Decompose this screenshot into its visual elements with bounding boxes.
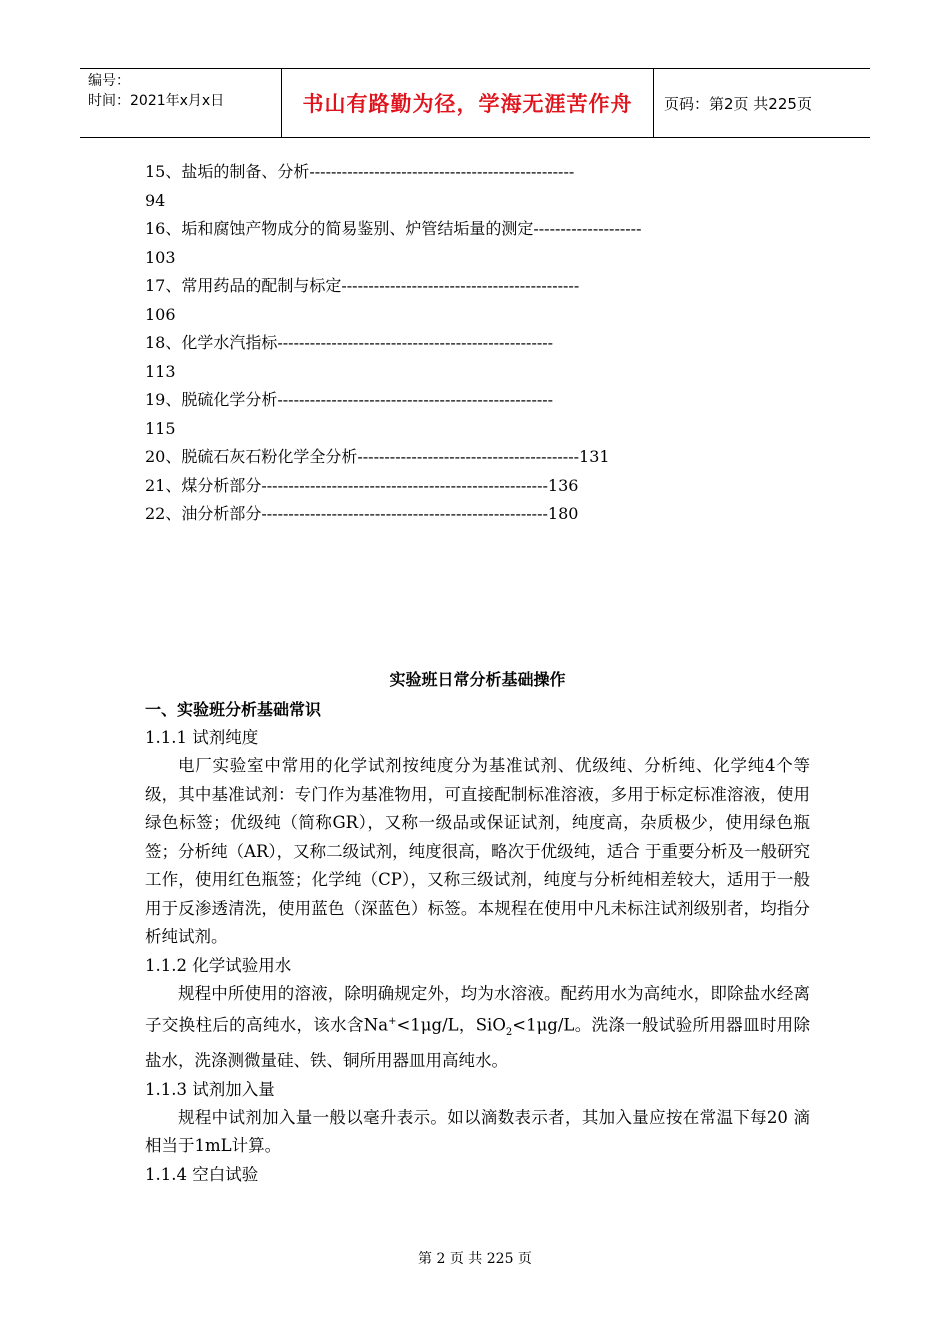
page-footer: 第 2 页 共 225 页	[418, 1251, 532, 1267]
paragraph-text: <1μg/L，SiO	[396, 1015, 506, 1035]
toc-line: 19、脱硫化学分析---------------------------------------------------	[145, 390, 554, 409]
toc-line: 94	[145, 190, 166, 210]
paragraph-text: <1μg/L。洗涤一般试验所用器皿时用除盐水，洗涤测微量硅、铁、铜所用器皿用高纯水。	[145, 1015, 811, 1071]
table-of-contents	[145, 158, 810, 529]
header-table	[80, 68, 870, 138]
time-label: 时间：2021年x月x日	[88, 93, 225, 109]
paragraph: 规程中试剂加入量一般以毫升表示。如以滴数表示者，其加入量应按在常温下每20 滴相当于1mL计算。	[145, 1107, 810, 1156]
header-motto-cell	[282, 69, 654, 137]
toc-line: 17、常用药品的配制与标定--------------------------------------------	[145, 276, 580, 295]
toc-line: 106	[145, 304, 176, 324]
superscript: +	[388, 1016, 397, 1027]
toc-line: 22、油分析部分-----------------------------------------------------180	[145, 504, 579, 523]
toc-line: 16、垢和腐蚀产物成分的简易鉴别、炉管结垢量的测定--------------------	[145, 219, 642, 238]
subsection-heading: 1.1.4 空白试验	[145, 1164, 259, 1184]
toc-line: 115	[145, 418, 176, 438]
toc-line: 103	[145, 247, 176, 267]
toc-line: 18、化学水汽指标---------------------------------------------------	[145, 333, 554, 352]
subsection-heading: 1.1.2 化学试验用水	[145, 955, 292, 975]
paragraph-text: 规程中所使用的溶液，除明确规定外，均为水溶液。配药用水为高纯水，即除盐水经离子交换柱后的高纯水，该水含Na	[145, 983, 810, 1035]
subsection-heading: 1.1.3 试剂加入量	[145, 1079, 275, 1099]
paragraph: 电厂实验室中常用的化学试剂按纯度分为基准试剂、优级纯、分析纯、化学纯4个等级，其中基准试剂：专门作为基准物用，可直接配制标准溶液，多用于标定标准溶液，使用绿色标签；优级纯（简称GR），又称一级品或保证试剂，纯度高，杂质极少，使用绿色瓶签；分析纯（AR），又称二级试剂，纯度很高，略次于优级纯，适合 于重要分析及一般研究工作，使用红色瓶签；化学纯（CP），又称三级试剂，纯度与分析纯相差较大，适用于一般用于反渗透清洗，使用蓝色（深蓝色）标签。本规程在使用中凡未标注试剂级别者，均指分析纯试剂。	[145, 756, 810, 946]
toc-line: 20、脱硫石灰石粉化学全分析-----------------------------------------131	[145, 447, 610, 466]
section-heading: 一、实验班分析基础常识	[145, 700, 322, 719]
page-label: 页码：第2页 共225页	[664, 94, 812, 113]
subscript: 2	[505, 1026, 513, 1038]
serial-label: 编号：	[88, 73, 130, 89]
header-page-cell	[654, 69, 870, 137]
document-body	[145, 664, 810, 1189]
toc-line: 21、煤分析部分-----------------------------------------------------136	[145, 475, 579, 495]
header-meta	[80, 69, 282, 137]
paragraph	[145, 980, 810, 1076]
toc-line: 15、盐垢的制备、分析-------------------------------------------------	[145, 162, 575, 181]
subsection-heading: 1.1.1 试剂纯度	[145, 728, 259, 747]
motto-text: 书山有路勤为径，学海无涯苦作舟	[302, 92, 633, 116]
toc-line: 113	[145, 361, 176, 381]
document-title: 实验班日常分析基础操作	[389, 670, 566, 689]
